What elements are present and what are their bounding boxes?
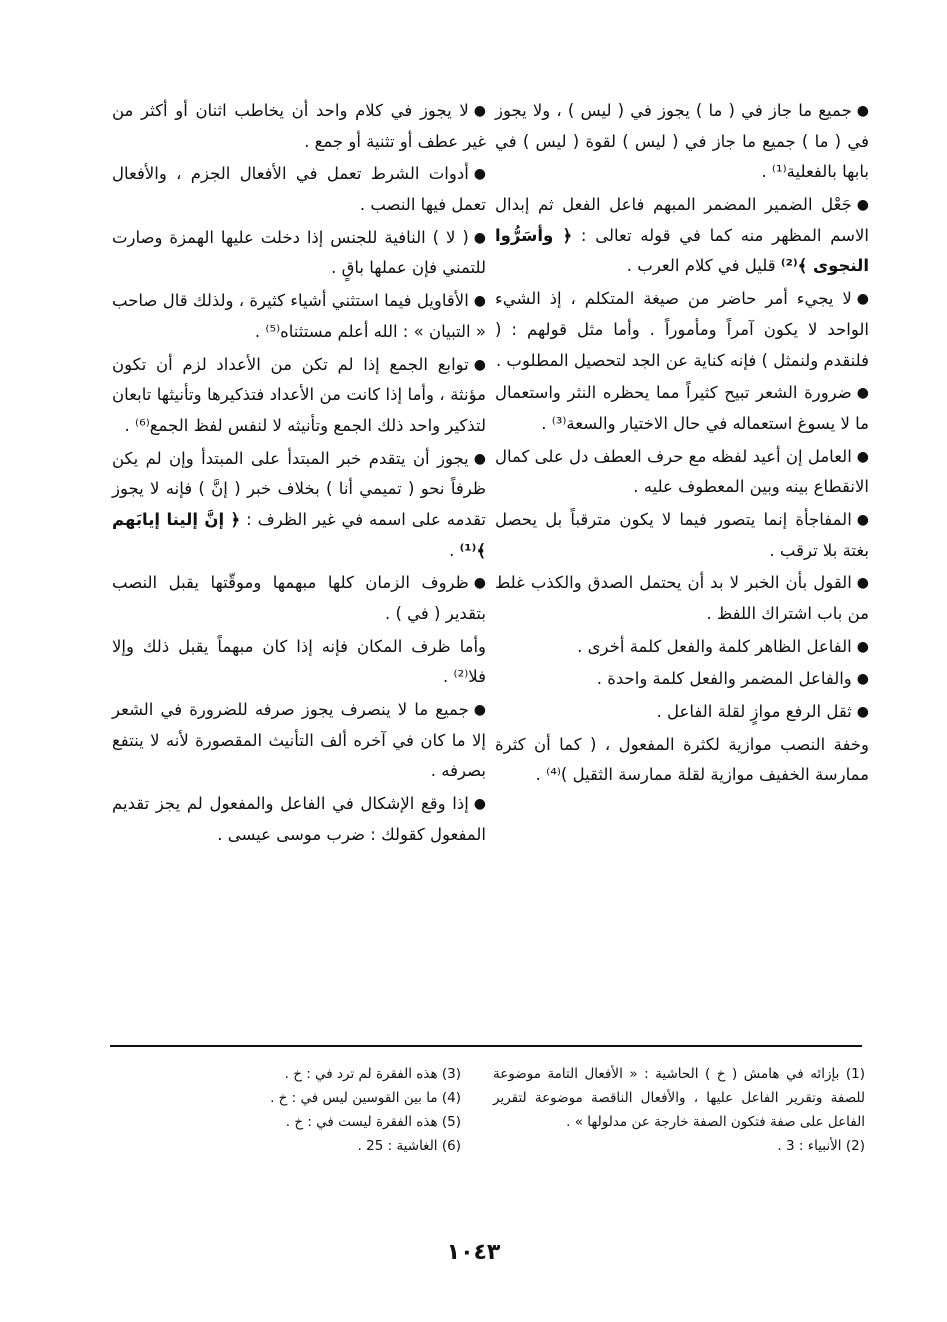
paragraph-text: القول بأن الخبر لا بد أن يحتمل الصدق والكذب غلط من باب اشتراك اللفظ . xyxy=(495,573,869,623)
bullet-icon: ● xyxy=(856,291,869,308)
quran-verse: ﴿ وأسَرُّوا النجوى ﴾⁽²⁾ xyxy=(495,225,869,276)
paragraph xyxy=(495,284,869,376)
footnote-divider xyxy=(110,1045,862,1047)
bullet-icon: ● xyxy=(856,103,869,119)
paragraph-text: ضرورة الشعر تبيح كثيراً مما يحظره النثر واستعمال ما لا يسوغ استعماله في حال الاختيار والسعة⁽³⁾ . xyxy=(495,383,869,433)
bullet-icon: ● xyxy=(856,704,869,721)
paragraph xyxy=(112,223,486,284)
paragraph-text: توابع الجمع إذا لم تكن من الأعداد لزم أن تكون مؤنثة ، وأما إذا كانت من الأعداد فتذكيرها وتأنيثها تابعان لتذكير واحد ذلك الجمع وتأنيثه لا لنفس لفظ الجمع⁽⁶⁾ . xyxy=(112,354,486,435)
bullet-icon: ● xyxy=(473,229,486,246)
paragraph xyxy=(112,159,486,220)
footnotes-left xyxy=(151,1062,461,1158)
paragraph xyxy=(495,378,869,439)
bullet-icon: ● xyxy=(473,293,486,310)
paragraph xyxy=(495,96,869,188)
paragraph-text: إذا وقع الإشكال في الفاعل والمفعول لم يجز تقديم المفعول كقولك : ضرب موسى عيسى . xyxy=(112,794,486,844)
page-number: ١٠٤٣ xyxy=(446,1240,501,1265)
bullet-icon: ● xyxy=(473,575,486,592)
bullet-icon: ● xyxy=(473,702,486,719)
bullet-icon: ● xyxy=(856,575,869,592)
paragraph-text: وأما ظرف المكان فإنه إذا كان مبهماً يقبل ذلك وإلا فلا⁽²⁾ . xyxy=(112,636,486,687)
bullet-icon: ● xyxy=(856,197,869,214)
bullet-icon: ● xyxy=(856,638,869,655)
paragraph xyxy=(112,350,486,442)
paragraph-text: ظروف الزمان كلها مبهمها وموقّتها يقبل النصب بتقدير ( في ) . xyxy=(112,573,486,623)
paragraph xyxy=(495,697,869,728)
footnote: (6) الغاشية : 25 . xyxy=(357,1138,461,1155)
paragraph-text: والفاعل المضمر والفعل كلمة واحدة . xyxy=(596,669,852,689)
paragraph-tail: . xyxy=(449,540,455,560)
bullet-icon: ● xyxy=(473,356,486,373)
paragraph xyxy=(495,442,869,503)
paragraph xyxy=(495,190,869,282)
paragraph xyxy=(112,789,486,850)
paragraph-text: أدوات الشرط تعمل في الأفعال الجزم ، والأفعال تعمل فيها النصب . xyxy=(112,164,486,215)
left-text-column xyxy=(112,96,486,853)
paragraph xyxy=(495,664,869,695)
paragraph xyxy=(112,695,486,787)
paragraph-text: وخفة النصب موازية لكثرة المفعول ، ( كما أن كثرة ممارسة الخفيف موازية لقلة ممارسة الثقيل )⁽⁴⁾ . xyxy=(495,734,869,785)
footnote: (3) هذه الفقرة لم ترد في : خ . xyxy=(284,1066,461,1082)
paragraph-text: ( لا ) النافية للجنس إذا دخلت عليها الهمزة وصارت للتمني فإن عملها باقٍ . xyxy=(112,227,486,278)
paragraph xyxy=(495,632,869,663)
paragraph-text: يجوز أن يتقدم خبر المبتدأ على المبتدأ وإن لم يكن ظرفاً نحو ( تميمي أنا ) بخلاف خبر ( إنَّ ) فإنه لا يجوز تقدمه على اسمه في غير الظرف : xyxy=(112,448,487,529)
bullet-icon: ● xyxy=(473,166,486,183)
paragraph-text: لا يجيء أمر حاضر من صيغة المتكلم ، إذ الشيء الواحد لا يكون آمراً ومأموراً . وأما مثل قولهم : ( فلنقدم ولنمثل ) فإنه كناية عن الجد لتحصيل المطلوب . xyxy=(495,289,869,370)
footnote: (5) هذه الفقرة ليست في : خ . xyxy=(285,1114,461,1131)
footnote: (1) بإزائه في هامش ( خ ) الحاشية : « الأفعال التامة موضوعة للصفة وتقرير الفاعل عليها ، والأفعال الناقصة موضوعة لتقرير الفاعل على صفة فتكون الصفة خارجة عن مدلولها » . xyxy=(493,1066,865,1131)
paragraph-text: جَعْل الضمير المضمر المبهم فاعل الفعل ثم إبدال الاسم المظهر منه كما في قوله تعالى : xyxy=(495,195,870,245)
bullet-icon: ● xyxy=(856,511,869,528)
footnote: (4) ما بين القوسين ليس في : خ . xyxy=(270,1090,461,1107)
paragraph xyxy=(112,444,486,567)
paragraph-text: جميع ما جاز في ( ما ) يجوز في ( ليس ) ، ولا يجوز في ( ما ) جميع ما جاز في ( ليس ) لقوة ( ليس ) في بابها بالفعلية⁽¹⁾ . xyxy=(495,101,869,182)
bullet-icon: ● xyxy=(473,103,486,119)
paragraph-text: لا يجوز في كلام واحد أن يخاطب اثنان أو أكثر من غير عطف أو تثنية أو جمع . xyxy=(112,101,486,151)
paragraph xyxy=(495,730,869,791)
paragraph-text: الأقاويل فيما استثني أشياء كثيرة ، ولذلك قال صاحب « التبيان » : الله أعلم مستثناه⁽⁵⁾ . xyxy=(112,291,486,341)
bullet-icon: ● xyxy=(856,385,869,402)
bullet-icon: ● xyxy=(856,448,869,465)
paragraph xyxy=(112,632,486,693)
paragraph-text: العامل إن أعيد لفظه مع حرف العطف دل على كمال الانقطاع بينه وبين المعطوف عليه . xyxy=(495,446,869,497)
paragraph xyxy=(112,568,486,629)
paragraph-text: المفاجأة إنما يتصور فيما لا يكون مترقباً بل يحصل بغتة بلا ترقب . xyxy=(495,509,869,560)
paragraph-tail: قليل في كلام العرب . xyxy=(626,256,776,276)
paragraph xyxy=(495,568,869,629)
footnote: (2) الأنبياء : 3 . xyxy=(777,1138,865,1155)
paragraph-text: جميع ما لا ينصرف يجوز صرفه للضرورة في الشعر إلا ما كان في آخره ألف التأنيث المقصورة لأنه لا ينتفع بصرفه . xyxy=(112,700,486,781)
paragraph-text: ثقل الرفع موازٍ لقلة الفاعل . xyxy=(656,702,852,722)
paragraph xyxy=(495,505,869,566)
paragraph xyxy=(112,96,486,157)
paragraph xyxy=(112,286,486,347)
quran-verse: ﴿ إنَّ إلينا إيابَهم ﴾⁽¹⁾ xyxy=(112,509,486,560)
bullet-icon: ● xyxy=(856,671,869,688)
footnotes-right xyxy=(493,1062,865,1158)
bullet-icon: ● xyxy=(473,450,486,467)
paragraph-text: الفاعل الظاهر كلمة والفعل كلمة أخرى . xyxy=(577,636,852,656)
right-text-column xyxy=(495,96,869,793)
bullet-icon: ● xyxy=(473,796,486,813)
